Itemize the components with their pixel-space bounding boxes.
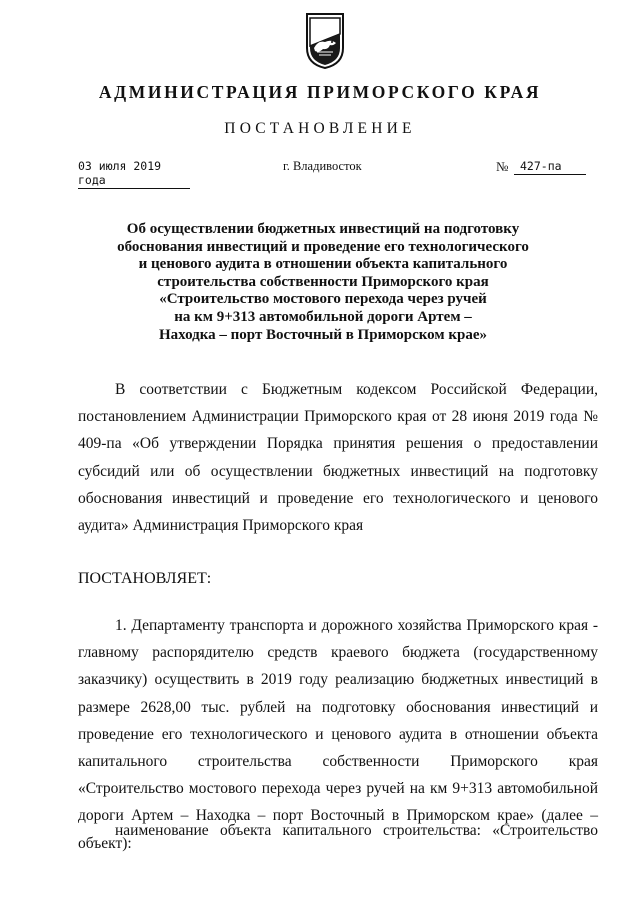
number-label: № [496,159,509,174]
title-line: и ценового аудита в отношении объекта капитального [138,256,508,273]
title-line: «Строительство мостового перехода через ручей [159,291,487,308]
title-line: Об осуществлении бюджетных инвестиций на подготовку [126,221,520,237]
preamble-paragraph: В соответствии с Бюджетным кодексом Российской Федерации, постановлением Администрации Приморского края от 28 июня 2019 года № 409-па «Об утверждении Порядка принятия решения о предоставлении субсидий или об осуществлении бюджетных инвестиций на подготовку обоснования инвестиций и проведение его технологического и ценового аудита» Администрация Приморского края [78,381,598,535]
resolves-heading: ПОСТАНОВЛЯЕТ: [78,570,212,587]
item-1-subparagraph: наименование объекта капитального строительства: «Строительство [115,822,598,839]
title-line: строительства собственности Приморского края [157,273,489,290]
document-city: г. Владивосток [283,159,362,173]
document-date: 03 июля 2019 года [78,159,190,189]
document-number: 427-па [514,159,586,175]
title-line: Находка – порт Восточный в Приморском крае» [158,326,487,343]
item-1-paragraph: 1. Департаменту транспорта и дорожного хозяйства Приморского края - главному распорядителю средств краевого бюджета (государственному заказчику) осуществить в 2019 году реализацию бюджетных инвестиций в размере 2628,00 тыс. рублей на подготовку обоснования инвестиций и проведение его технологического и ценового аудита в отношении объекта капитального строительства собственности Приморского края «Строительство мостового перехода через ручей на км 9+313 автомобильной дороги Артем – Находка – порт Восточный в Приморском крае» (далее – объект): [78,617,598,852]
organization-name: АДМИНИСТРАЦИЯ ПРИМОРСКОГО КРАЯ [98,82,542,102]
document-title [90,221,556,344]
document-meta [0,159,640,187]
primorsky-krai-coat-of-arms-icon [303,12,347,70]
title-line: обоснования инвестиций и проведение его технологического [117,238,529,255]
title-line: на км 9+313 автомобильной дороги Артем – [174,308,472,325]
document-type: ПОСТАНОВЛЕНИЕ [224,120,416,137]
